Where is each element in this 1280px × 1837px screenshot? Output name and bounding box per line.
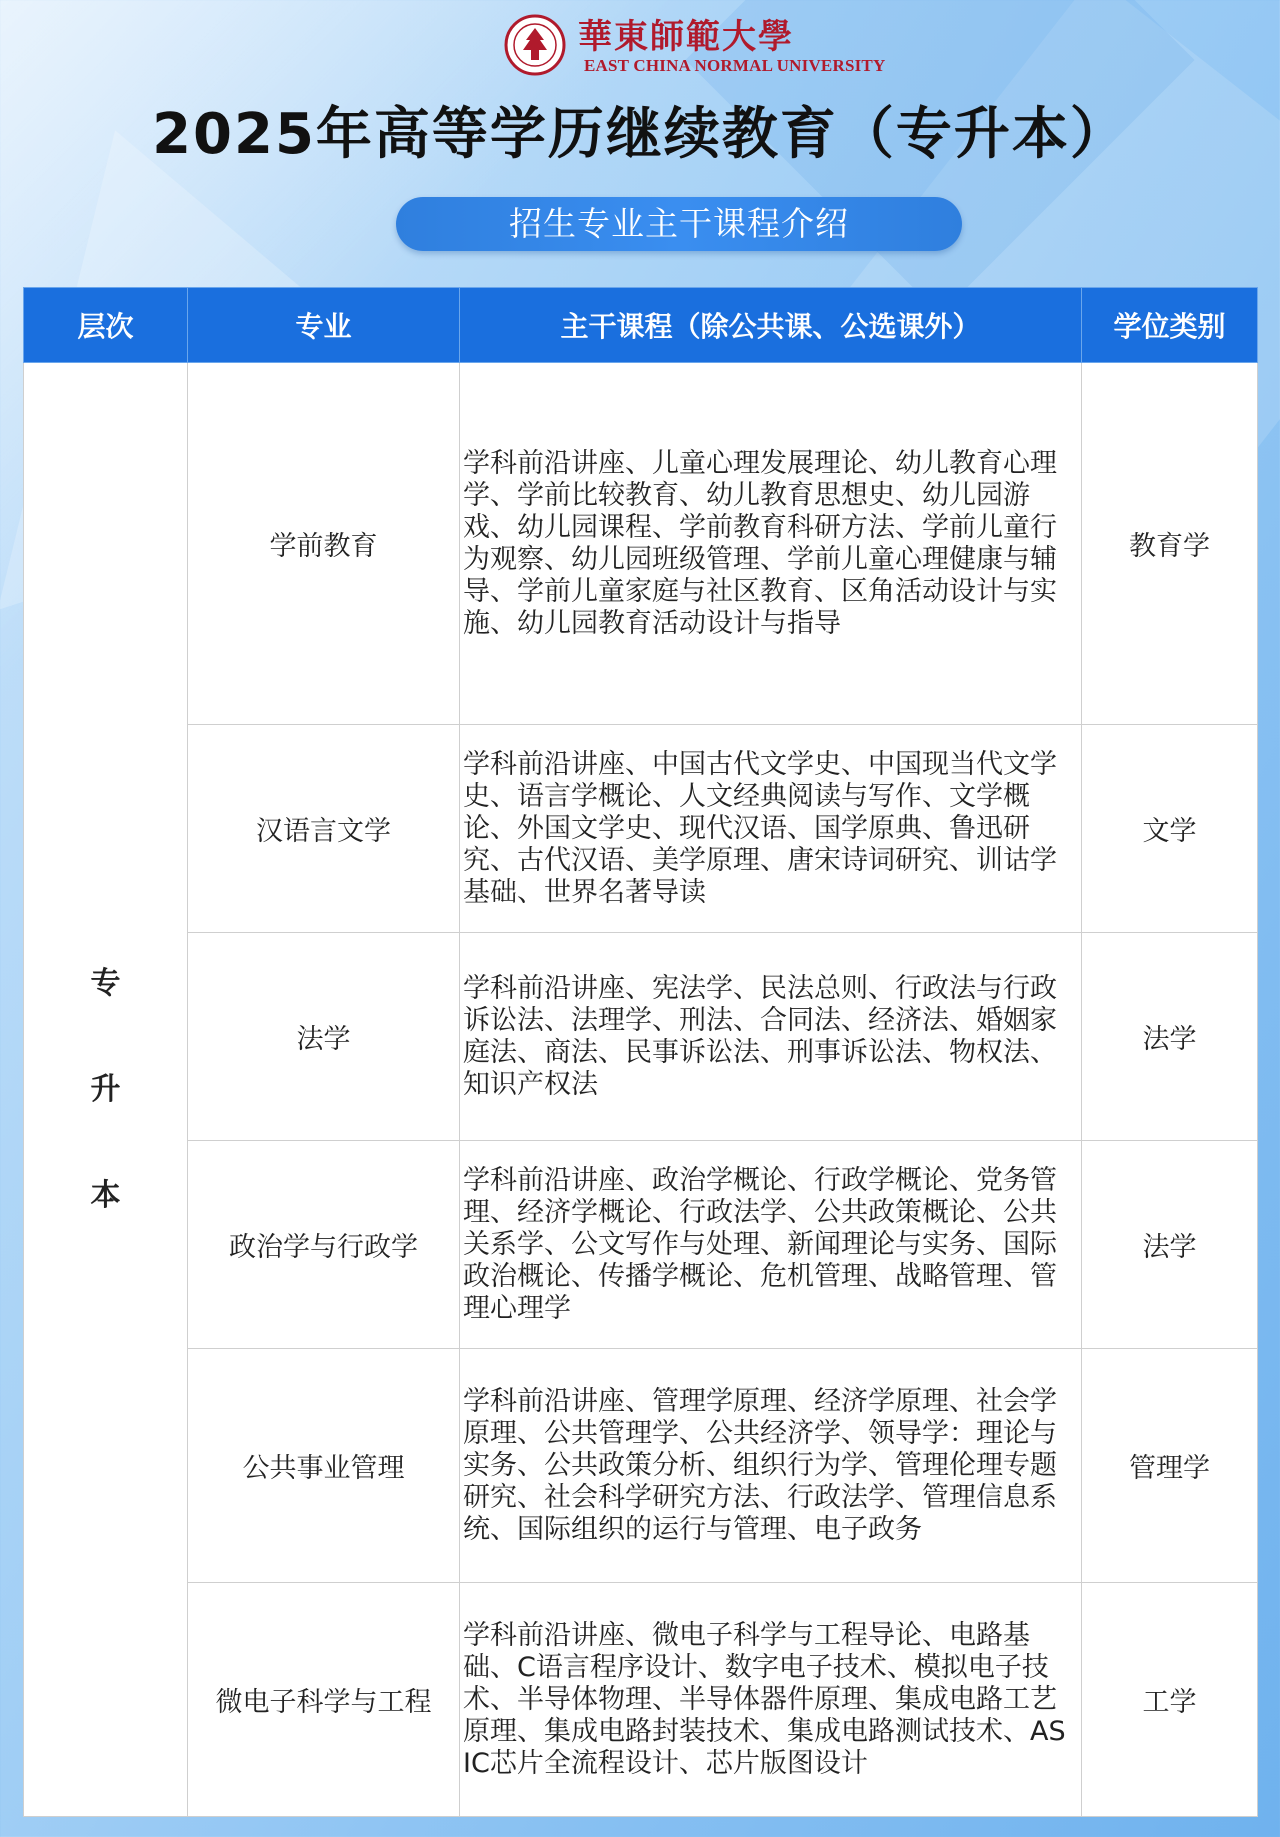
logo-english-name: EAST CHINA NORMAL UNIVERSITY <box>584 56 886 75</box>
level-cell <box>24 363 188 1817</box>
header-level: 层次 <box>24 288 188 363</box>
table-row <box>24 933 1258 1141</box>
level-char: 本 <box>90 1177 121 1213</box>
table-row <box>24 1583 1258 1817</box>
degree-cell: 工学 <box>1082 1583 1258 1817</box>
university-logo <box>504 14 884 78</box>
degree-cell: 法学 <box>1082 1141 1258 1349</box>
degree-cell: 管理学 <box>1082 1349 1258 1583</box>
degree-cell: 教育学 <box>1082 363 1258 725</box>
courses-cell: 学科前沿讲座、宪法学、民法总则、行政法与行政诉讼法、法理学、刑法、合同法、经济法、婚姻家庭法、商法、民事诉讼法、刑事诉讼法、物权法、知识产权法 <box>460 933 1082 1141</box>
logo-chinese-name: 華東師範大學 <box>578 17 794 57</box>
degree-cell: 法学 <box>1082 933 1258 1141</box>
major-cell: 学前教育 <box>188 363 460 725</box>
level-char: 升 <box>90 1071 121 1107</box>
degree-cell: 文学 <box>1082 725 1258 933</box>
courses-cell: 学科前沿讲座、儿童心理发展理论、幼儿教育心理学、学前比较教育、幼儿教育思想史、幼儿园游戏、幼儿园课程、学前教育科研方法、学前儿童行为观察、幼儿园班级管理、学前儿童心理健康与辅导、学前儿童家庭与社区教育、区角活动设计与实施、幼儿园教育活动设计与指导 <box>460 363 1082 725</box>
table-row <box>24 1349 1258 1583</box>
major-cell: 政治学与行政学 <box>188 1141 460 1349</box>
level-char: 专 <box>90 965 121 1001</box>
courses-cell: 学科前沿讲座、管理学原理、经济学原理、社会学原理、公共管理学、公共经济学、领导学：理论与实务、公共政策分析、组织行为学、管理伦理专题研究、社会科学研究方法、行政法学、管理信息系统、国际组织的运行与管理、电子政务 <box>460 1349 1082 1583</box>
table-header-row <box>24 288 1258 363</box>
major-cell: 微电子科学与工程 <box>188 1583 460 1817</box>
university-seal-icon <box>504 14 566 76</box>
page-title: 2025年高等学历继续教育（专升本） <box>152 102 1128 167</box>
table-row <box>24 725 1258 933</box>
major-cell: 法学 <box>188 933 460 1141</box>
course-table <box>23 287 1258 1817</box>
header-degree: 学位类别 <box>1082 288 1258 363</box>
header-courses: 主干课程（除公共课、公选课外） <box>460 288 1082 363</box>
subtitle-banner: 招生专业主干课程介绍 <box>396 197 962 251</box>
major-cell: 公共事业管理 <box>188 1349 460 1583</box>
courses-cell: 学科前沿讲座、微电子科学与工程导论、电路基础、C语言程序设计、数字电子技术、模拟电子技术、半导体物理、半导体器件原理、集成电路工艺原理、集成电路封装技术、集成电路测试技术、ASIC芯片全流程设计、芯片版图设计 <box>460 1583 1082 1817</box>
major-cell: 汉语言文学 <box>188 725 460 933</box>
header-major: 专业 <box>188 288 460 363</box>
courses-cell: 学科前沿讲座、政治学概论、行政学概论、党务管理、经济学概论、行政法学、公共政策概论、公共关系学、公文写作与处理、新闻理论与实务、国际政治概论、传播学概论、危机管理、战略管理、管理心理学 <box>460 1141 1082 1349</box>
table-row <box>24 363 1258 725</box>
courses-cell: 学科前沿讲座、中国古代文学史、中国现当代文学史、语言学概论、人文经典阅读与写作、文学概论、外国文学史、现代汉语、国学原典、鲁迅研究、古代汉语、美学原理、唐宋诗词研究、训诂学基础、世界名著导读 <box>460 725 1082 933</box>
table-row <box>24 1141 1258 1349</box>
